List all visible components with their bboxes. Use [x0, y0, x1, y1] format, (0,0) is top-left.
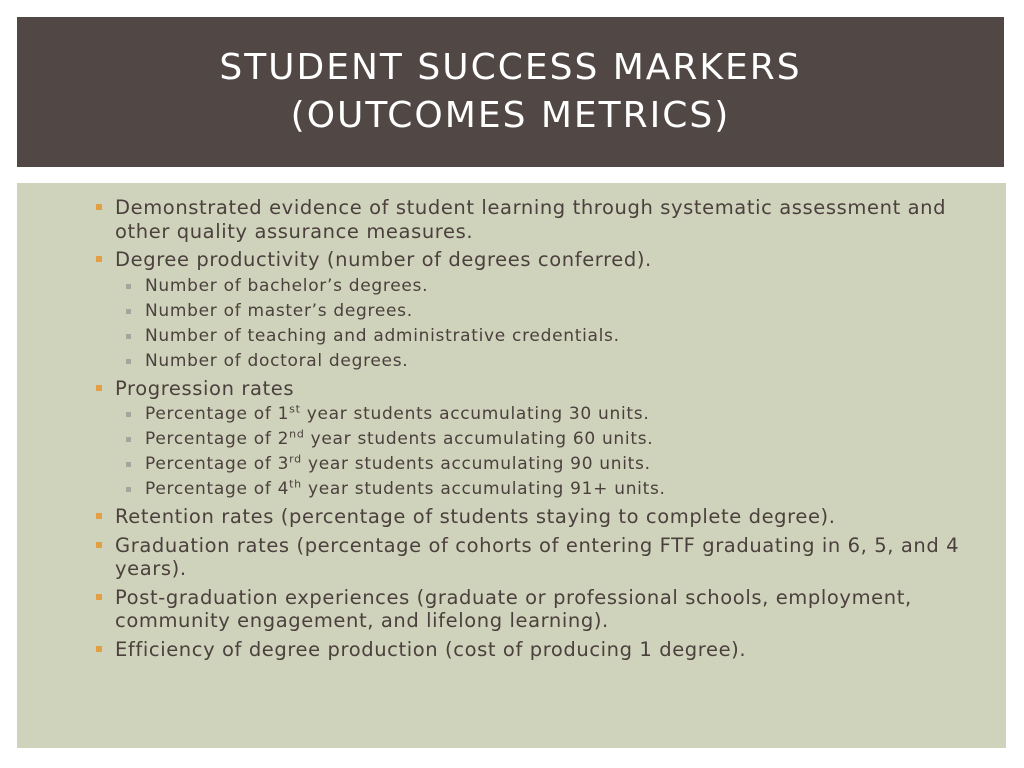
square-bullet-icon: [96, 256, 102, 262]
sub-bullet-text-end: year students accumulating 91+ units.: [301, 479, 666, 499]
square-bullet-icon: [96, 594, 102, 600]
small-square-bullet-icon: [126, 309, 131, 314]
small-square-bullet-icon: [126, 412, 131, 417]
sub-bullet-item: [126, 326, 966, 347]
bullet-text: Post-graduation experiences (graduate or professional schools, employment, community engagement, and lifelong learning).: [115, 585, 912, 632]
sub-bullet-text: Number of master’s degrees.: [145, 300, 413, 321]
sub-bullet-text-start: Percentage of 1: [145, 404, 290, 424]
bullet-item: [96, 638, 966, 662]
square-bullet-icon: [96, 204, 102, 210]
slide-title-line-2: (OUTCOMES METRICS): [290, 95, 731, 136]
small-square-bullet-icon: [126, 462, 131, 467]
slide-title-line-1: STUDENT SUCCESS MARKERS: [219, 47, 802, 88]
small-square-bullet-icon: [126, 334, 131, 339]
sub-bullet-text: Number of doctoral degrees.: [145, 350, 409, 371]
sub-bullet-text-end: year students accumulating 90 units.: [301, 454, 651, 474]
bullet-text: Degree productivity (number of degrees conferred).: [115, 248, 652, 271]
bullet-item: [96, 505, 966, 529]
square-bullet-icon: [96, 646, 102, 652]
ordinal-suffix: th: [289, 477, 302, 491]
sub-bullet-text-end: year students accumulating 60 units.: [304, 429, 654, 449]
sub-bullet-text-start: Percentage of 4: [145, 479, 290, 499]
small-square-bullet-icon: [126, 487, 131, 492]
sub-bullet-item: [126, 454, 966, 475]
sub-bullet-item: [126, 276, 966, 297]
bullet-list: [96, 196, 966, 661]
sub-bullet-text: Number of teaching and administrative credentials.: [145, 325, 620, 346]
sub-bullet-item: [126, 301, 966, 322]
small-square-bullet-icon: [126, 437, 131, 442]
square-bullet-icon: [96, 542, 102, 548]
sub-bullet-text-start: Percentage of 2: [145, 429, 290, 449]
sub-bullet-item: [126, 404, 966, 425]
bullet-text: Graduation rates (percentage of cohorts of entering FTF graduating in 6, 5, and 4 years).: [115, 533, 960, 580]
ordinal-suffix: rd: [289, 452, 302, 466]
sub-bullet-text-start: Percentage of 3: [145, 454, 290, 474]
title-bar: [17, 17, 1004, 167]
bullet-item: [96, 377, 966, 401]
square-bullet-icon: [96, 513, 102, 519]
bullet-text: Progression rates: [115, 376, 295, 400]
bullet-item: [96, 248, 966, 272]
sub-bullet-text-end: year students accumulating 30 units.: [300, 404, 650, 424]
square-bullet-icon: [96, 385, 102, 391]
bullet-text: Demonstrated evidence of student learning through systematic assessment and other quality assurance measures.: [115, 196, 947, 243]
small-square-bullet-icon: [126, 359, 131, 364]
bullet-item: [96, 196, 966, 243]
ordinal-suffix: st: [289, 402, 301, 416]
sub-bullet-item: [126, 479, 966, 500]
sub-bullet-item: [126, 429, 966, 450]
sub-bullet-text: Number of bachelor’s degrees.: [145, 275, 429, 296]
bullet-text: Efficiency of degree production (cost of producing 1 degree).: [115, 637, 747, 661]
bullet-item: [96, 534, 966, 581]
ordinal-suffix: nd: [289, 427, 305, 441]
bullet-text: Retention rates (percentage of students staying to complete degree).: [115, 505, 836, 528]
sub-bullet-item: [126, 351, 966, 372]
small-square-bullet-icon: [126, 284, 131, 289]
bullet-item: [96, 586, 966, 633]
